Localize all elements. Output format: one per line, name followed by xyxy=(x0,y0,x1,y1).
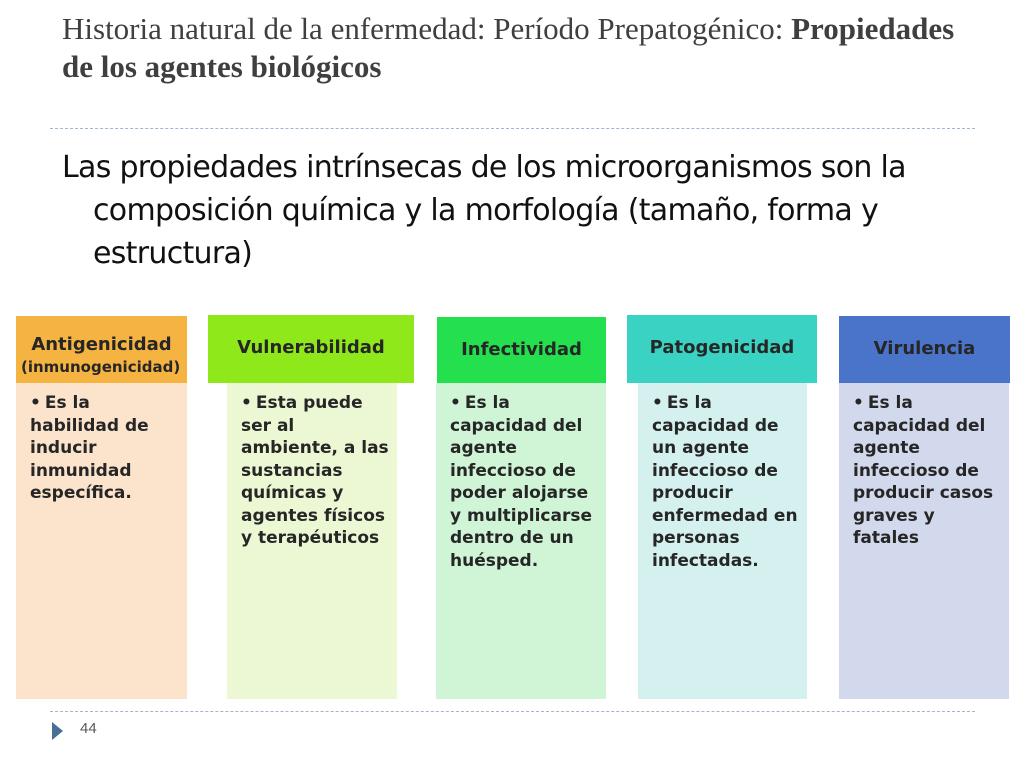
card-infectividad-text xyxy=(450,392,598,572)
bullet-icon: • xyxy=(30,393,41,413)
body-paragraph: Las propiedades intrínsecas de los microorganismos son la composición química y la morfología (tamaño, forma y estructura) xyxy=(62,150,906,271)
card-infectividad xyxy=(436,383,606,699)
card-header-label: Vulnerabilidad xyxy=(237,337,385,358)
footer-divider xyxy=(50,711,975,712)
bullet-icon: • xyxy=(853,393,864,413)
card-header-label: Patogenicidad xyxy=(649,337,795,358)
card-patogenicidad xyxy=(638,383,807,699)
bullet-icon: • xyxy=(450,393,461,413)
card-body-text: Esta puede ser al ambiente, a las sustancias químicas y agentes físicos y terapéuticos xyxy=(241,393,389,548)
card-vulnerabilidad xyxy=(227,383,397,699)
title-divider xyxy=(50,128,975,129)
card-vulnerabilidad-text xyxy=(241,392,389,550)
slide-title-normal: Historia natural de la enfermedad: Período Prepatogénico: xyxy=(62,11,792,46)
card-header-antigenicidad xyxy=(16,316,187,383)
card-header-label: Virulencia xyxy=(873,338,976,359)
card-antigenicidad-text xyxy=(30,392,179,505)
slide-title-bold: Propiedades de los agentes biológicos xyxy=(62,11,955,84)
card-virulencia-text xyxy=(853,392,1001,550)
card-header-virulencia xyxy=(839,316,1010,383)
card-virulencia xyxy=(839,383,1009,699)
card-header-vulnerabilidad xyxy=(208,315,414,383)
slide-title xyxy=(62,10,962,86)
card-patogenicidad-text xyxy=(652,392,799,572)
bullet-icon: • xyxy=(241,393,252,413)
slide-arrow-icon xyxy=(52,722,63,740)
card-header-sublabel: (inmunogenicidad) xyxy=(21,358,181,376)
card-header-patogenicidad xyxy=(627,315,817,383)
card-header-label: Antigenicidad xyxy=(31,334,172,355)
card-header-label: Infectividad xyxy=(461,339,582,360)
card-body-text: Es la capacidad de un agente infeccioso de producir enfermedad en personas infectadas. xyxy=(652,393,798,571)
card-header-infectividad xyxy=(437,317,606,383)
page-number: 44 xyxy=(80,720,97,737)
card-body-text: Es la capacidad del agente infeccioso de producir casos graves y fatales xyxy=(853,393,994,548)
bullet-icon: • xyxy=(652,393,663,413)
card-body-text: Es la capacidad del agente infeccioso de poder alojarse y multiplicarse dentro de un huésped. xyxy=(450,393,593,571)
card-antigenicidad xyxy=(16,383,187,699)
card-body-text: Es la habilidad de inducir inmunidad específica. xyxy=(30,393,149,503)
